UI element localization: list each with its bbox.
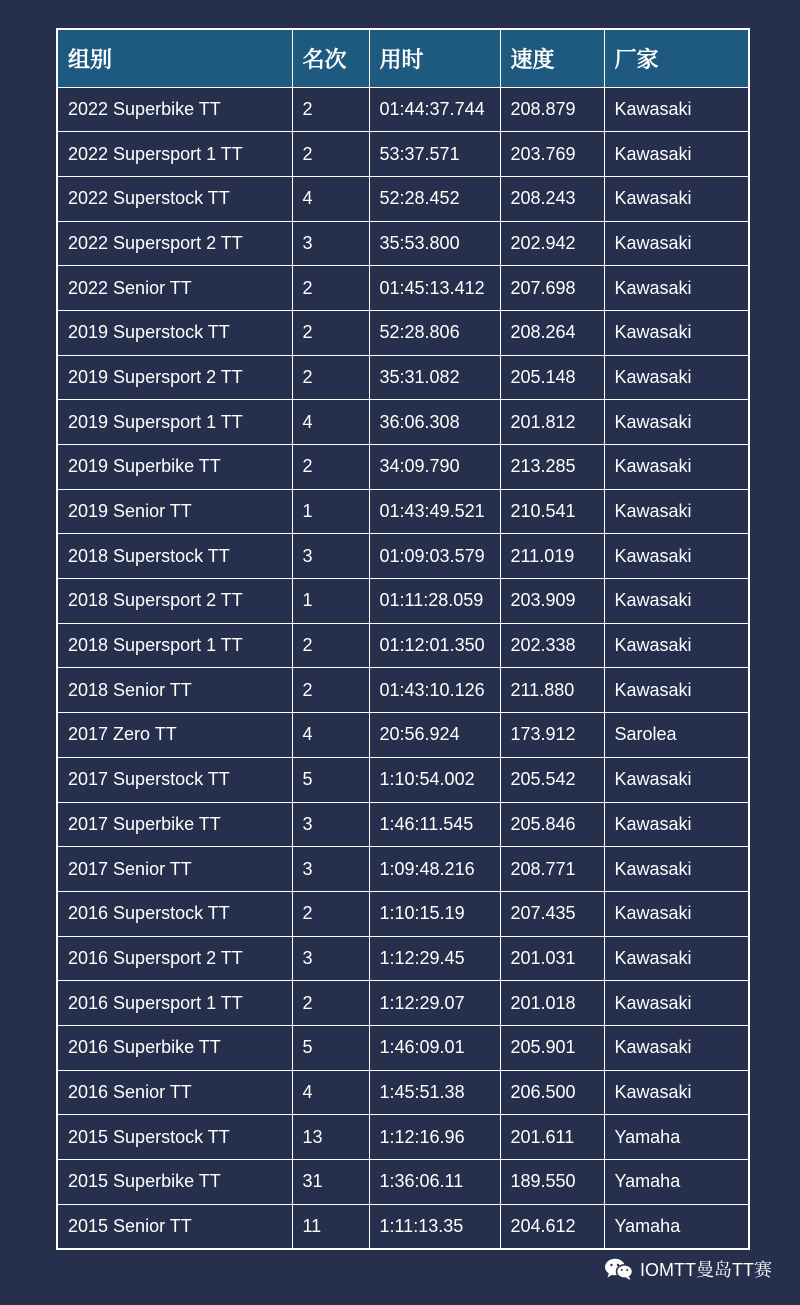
results-table <box>56 28 750 1250</box>
cell-time: 1:12:29.07 <box>369 981 500 1026</box>
cell-manufacturer: Kawasaki <box>604 757 749 802</box>
cell-rank: 13 <box>292 1115 369 1160</box>
cell-speed: 211.880 <box>500 668 604 713</box>
cell-category: 2015 Superstock TT <box>57 1115 292 1160</box>
table-header <box>57 29 749 87</box>
cell-time: 1:10:54.002 <box>369 757 500 802</box>
cell-manufacturer: Kawasaki <box>604 668 749 713</box>
table-row <box>57 87 749 132</box>
cell-category: 2022 Senior TT <box>57 266 292 311</box>
cell-rank: 1 <box>292 489 369 534</box>
cell-time: 01:11:28.059 <box>369 579 500 624</box>
table-row <box>57 1115 749 1160</box>
cell-manufacturer: Kawasaki <box>604 221 749 266</box>
cell-time: 01:45:13.412 <box>369 266 500 311</box>
cell-rank: 2 <box>292 981 369 1026</box>
cell-category: 2022 Superstock TT <box>57 176 292 221</box>
cell-manufacturer: Kawasaki <box>604 1025 749 1070</box>
cell-speed: 207.698 <box>500 266 604 311</box>
cell-time: 1:12:29.45 <box>369 936 500 981</box>
cell-rank: 2 <box>292 445 369 490</box>
cell-manufacturer: Sarolea <box>604 713 749 758</box>
cell-speed: 208.879 <box>500 87 604 132</box>
cell-category: 2019 Supersport 1 TT <box>57 400 292 445</box>
cell-manufacturer: Kawasaki <box>604 310 749 355</box>
cell-speed: 205.542 <box>500 757 604 802</box>
watermark-text: IOMTT曼岛TT赛 <box>640 1260 772 1280</box>
cell-speed: 203.769 <box>500 132 604 177</box>
cell-speed: 202.942 <box>500 221 604 266</box>
cell-time: 35:31.082 <box>369 355 500 400</box>
table-row <box>57 936 749 981</box>
table-row <box>57 1025 749 1070</box>
cell-category: 2017 Zero TT <box>57 713 292 758</box>
cell-manufacturer: Kawasaki <box>604 891 749 936</box>
header-rank: 名次 <box>292 29 369 87</box>
table-row <box>57 1070 749 1115</box>
cell-rank: 3 <box>292 936 369 981</box>
cell-rank: 5 <box>292 1025 369 1070</box>
cell-time: 53:37.571 <box>369 132 500 177</box>
table-row <box>57 400 749 445</box>
cell-time: 1:36:06.11 <box>369 1160 500 1205</box>
table-row <box>57 221 749 266</box>
cell-manufacturer: Kawasaki <box>604 936 749 981</box>
cell-category: 2016 Senior TT <box>57 1070 292 1115</box>
cell-manufacturer: Kawasaki <box>604 623 749 668</box>
cell-time: 34:09.790 <box>369 445 500 490</box>
cell-rank: 1 <box>292 579 369 624</box>
cell-speed: 210.541 <box>500 489 604 534</box>
cell-rank: 3 <box>292 221 369 266</box>
table-row <box>57 266 749 311</box>
cell-category: 2019 Supersport 2 TT <box>57 355 292 400</box>
cell-category: 2018 Senior TT <box>57 668 292 713</box>
cell-manufacturer: Yamaha <box>604 1115 749 1160</box>
cell-time: 1:09:48.216 <box>369 847 500 892</box>
cell-category: 2018 Supersport 2 TT <box>57 579 292 624</box>
table-row <box>57 668 749 713</box>
cell-rank: 4 <box>292 1070 369 1115</box>
cell-speed: 203.909 <box>500 579 604 624</box>
cell-time: 1:45:51.38 <box>369 1070 500 1115</box>
cell-speed: 208.264 <box>500 310 604 355</box>
cell-speed: 205.148 <box>500 355 604 400</box>
cell-category: 2016 Supersport 1 TT <box>57 981 292 1026</box>
header-category: 组别 <box>57 29 292 87</box>
cell-rank: 3 <box>292 534 369 579</box>
table-row <box>57 1204 749 1249</box>
cell-speed: 201.018 <box>500 981 604 1026</box>
cell-rank: 2 <box>292 355 369 400</box>
cell-time: 52:28.452 <box>369 176 500 221</box>
cell-rank: 31 <box>292 1160 369 1205</box>
cell-rank: 3 <box>292 847 369 892</box>
cell-time: 52:28.806 <box>369 310 500 355</box>
cell-speed: 202.338 <box>500 623 604 668</box>
table-row <box>57 132 749 177</box>
cell-category: 2017 Superbike TT <box>57 802 292 847</box>
cell-speed: 204.612 <box>500 1204 604 1249</box>
cell-time: 01:12:01.350 <box>369 623 500 668</box>
table-row <box>57 176 749 221</box>
cell-time: 20:56.924 <box>369 713 500 758</box>
cell-rank: 2 <box>292 891 369 936</box>
cell-manufacturer: Kawasaki <box>604 489 749 534</box>
wechat-icon <box>604 1257 634 1281</box>
cell-rank: 4 <box>292 176 369 221</box>
cell-category: 2019 Senior TT <box>57 489 292 534</box>
cell-manufacturer: Yamaha <box>604 1204 749 1249</box>
cell-rank: 4 <box>292 713 369 758</box>
table-body <box>57 87 749 1249</box>
cell-time: 01:43:49.521 <box>369 489 500 534</box>
cell-speed: 173.912 <box>500 713 604 758</box>
watermark <box>604 1256 772 1282</box>
table-row <box>57 891 749 936</box>
cell-time: 36:06.308 <box>369 400 500 445</box>
cell-rank: 11 <box>292 1204 369 1249</box>
table-row <box>57 847 749 892</box>
cell-time: 01:44:37.744 <box>369 87 500 132</box>
cell-time: 35:53.800 <box>369 221 500 266</box>
header-time: 用时 <box>369 29 500 87</box>
cell-time: 1:46:11.545 <box>369 802 500 847</box>
cell-manufacturer: Kawasaki <box>604 355 749 400</box>
table-row <box>57 713 749 758</box>
cell-speed: 213.285 <box>500 445 604 490</box>
cell-category: 2016 Superbike TT <box>57 1025 292 1070</box>
cell-category: 2018 Superstock TT <box>57 534 292 579</box>
cell-time: 01:43:10.126 <box>369 668 500 713</box>
table-row <box>57 310 749 355</box>
cell-manufacturer: Kawasaki <box>604 847 749 892</box>
cell-time: 1:12:16.96 <box>369 1115 500 1160</box>
cell-speed: 201.031 <box>500 936 604 981</box>
table-row <box>57 445 749 490</box>
cell-category: 2015 Senior TT <box>57 1204 292 1249</box>
header-speed: 速度 <box>500 29 604 87</box>
cell-rank: 3 <box>292 802 369 847</box>
cell-rank: 2 <box>292 310 369 355</box>
cell-manufacturer: Kawasaki <box>604 176 749 221</box>
cell-manufacturer: Kawasaki <box>604 445 749 490</box>
cell-speed: 208.771 <box>500 847 604 892</box>
table-row <box>57 757 749 802</box>
table-row <box>57 579 749 624</box>
cell-manufacturer: Kawasaki <box>604 400 749 445</box>
cell-manufacturer: Kawasaki <box>604 266 749 311</box>
cell-manufacturer: Kawasaki <box>604 534 749 579</box>
cell-category: 2022 Supersport 2 TT <box>57 221 292 266</box>
table-row <box>57 489 749 534</box>
cell-category: 2016 Supersport 2 TT <box>57 936 292 981</box>
cell-manufacturer: Yamaha <box>604 1160 749 1205</box>
cell-speed: 205.901 <box>500 1025 604 1070</box>
table-row <box>57 1160 749 1205</box>
cell-category: 2017 Senior TT <box>57 847 292 892</box>
cell-speed: 201.611 <box>500 1115 604 1160</box>
cell-rank: 2 <box>292 87 369 132</box>
table-row <box>57 981 749 1026</box>
table-row <box>57 534 749 579</box>
cell-manufacturer: Kawasaki <box>604 579 749 624</box>
cell-category: 2022 Supersport 1 TT <box>57 132 292 177</box>
cell-speed: 206.500 <box>500 1070 604 1115</box>
cell-rank: 2 <box>292 623 369 668</box>
cell-time: 1:11:13.35 <box>369 1204 500 1249</box>
cell-manufacturer: Kawasaki <box>604 1070 749 1115</box>
cell-time: 1:46:09.01 <box>369 1025 500 1070</box>
cell-category: 2022 Superbike TT <box>57 87 292 132</box>
cell-time: 01:09:03.579 <box>369 534 500 579</box>
cell-rank: 4 <box>292 400 369 445</box>
cell-manufacturer: Kawasaki <box>604 981 749 1026</box>
cell-rank: 2 <box>292 266 369 311</box>
cell-manufacturer: Kawasaki <box>604 132 749 177</box>
cell-category: 2019 Superbike TT <box>57 445 292 490</box>
cell-manufacturer: Kawasaki <box>604 802 749 847</box>
header-row <box>57 29 749 87</box>
table-row <box>57 623 749 668</box>
cell-rank: 2 <box>292 132 369 177</box>
cell-speed: 207.435 <box>500 891 604 936</box>
cell-speed: 205.846 <box>500 802 604 847</box>
cell-speed: 211.019 <box>500 534 604 579</box>
header-manufacturer: 厂家 <box>604 29 749 87</box>
cell-category: 2018 Supersport 1 TT <box>57 623 292 668</box>
table-row <box>57 802 749 847</box>
cell-category: 2015 Superbike TT <box>57 1160 292 1205</box>
cell-speed: 208.243 <box>500 176 604 221</box>
cell-rank: 5 <box>292 757 369 802</box>
cell-category: 2016 Superstock TT <box>57 891 292 936</box>
cell-category: 2017 Superstock TT <box>57 757 292 802</box>
table-row <box>57 355 749 400</box>
cell-time: 1:10:15.19 <box>369 891 500 936</box>
cell-category: 2019 Superstock TT <box>57 310 292 355</box>
cell-speed: 201.812 <box>500 400 604 445</box>
cell-rank: 2 <box>292 668 369 713</box>
cell-speed: 189.550 <box>500 1160 604 1205</box>
cell-manufacturer: Kawasaki <box>604 87 749 132</box>
